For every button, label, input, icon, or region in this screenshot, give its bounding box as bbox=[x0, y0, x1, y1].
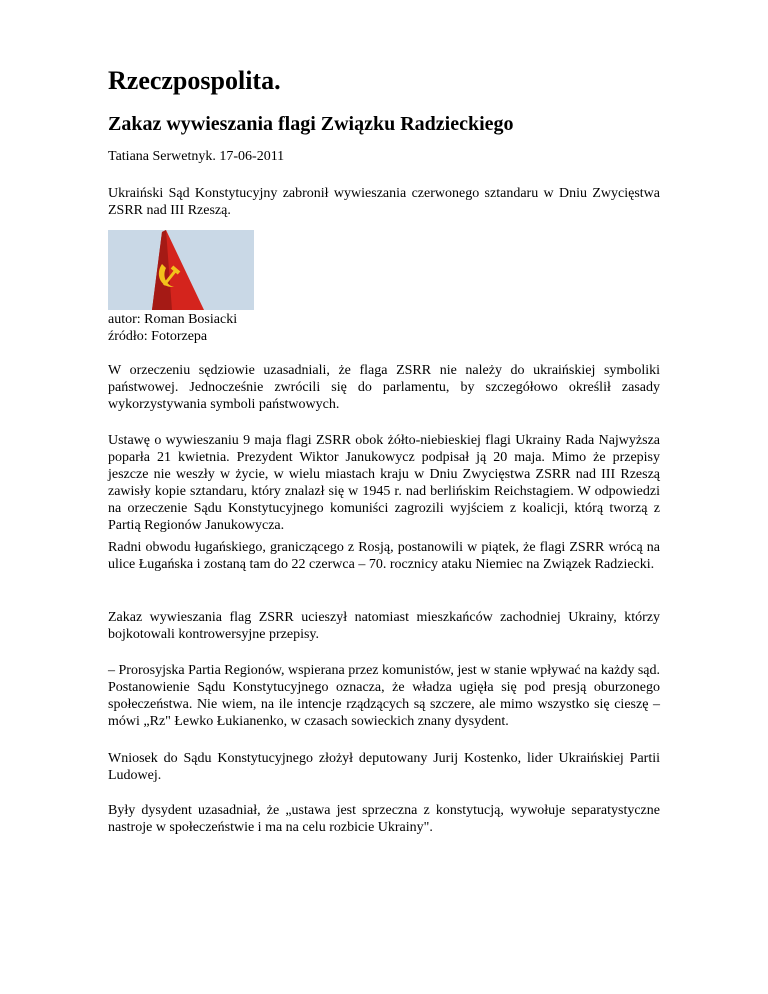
byline: Tatiana Serwetnyk. 17-06-2011 bbox=[108, 149, 285, 164]
paragraph: Radni obwodu ługańskiego, graniczącego z Rosją, postanowili w piątek, że flagi ZSRR wrócą na ulice Ługańska i zostaną tam do 22 czerwca – 70. rocznicy ataku Niemiec na Związek Radziecki. bbox=[108, 540, 660, 572]
paragraph: Ustawę o wywieszaniu 9 maja flagi ZSRR obok żółto-niebieskiej flagi Ukrainy Rada Najwyższa poparła 21 kwietnia. Prezydent Wiktor Janukowycz podpisał ją 20 maja. Mimo że przepisy jeszcze nie weszły w życie, w wielu miastach kraju w Dniu Zwycięstwa ZSRR nad III Rzeszą zawisły kopie sztandaru, który znalazł się w 1945 r. nad berlińskim Reichstagiem. W odpowiedzi na orzeczenie Sądu Konstytucyjnego komuniści zagrozili wyjściem z koalicji, którą tworzą z Partią Regionów Janukowycza. bbox=[108, 433, 660, 533]
photo-author: autor: Roman Bosiacki bbox=[108, 312, 238, 327]
paragraph: Zakaz wywieszania flag ZSRR ucieszył natomiast mieszkańców zachodniej Ukrainy, którzy bojkotowali kontrowersyjne przepisy. bbox=[108, 610, 660, 642]
paragraph: W orzeczeniu sędziowie uzasadniali, że flaga ZSRR nie należy do ukraińskiej symboliki państwowej. Jednocześnie zwrócili się do parlamentu, by szczegółowo określił zasady wykorzystywania symboli państwowych. bbox=[108, 363, 660, 412]
paragraph: Wniosek do Sądu Konstytucyjnego złożył deputowany Jurij Kostenko, lider Ukraińskiej Partii Ludowej. bbox=[108, 751, 660, 783]
article-headline: Zakaz wywieszania flagi Związku Radzieckiego bbox=[108, 113, 514, 135]
article-photo bbox=[108, 230, 254, 310]
publication-title: Rzeczpospolita. bbox=[108, 66, 281, 95]
flag-hammer-sickle-icon bbox=[108, 230, 254, 310]
paragraph: Były dysydent uzasadniał, że „ustawa jest sprzeczna z konstytucją, wywołuje separatystyczne nastroje w społeczeństwie i ma na celu rozbicie Ukrainy". bbox=[108, 803, 660, 835]
photo-source: źródło: Fotorzepa bbox=[108, 329, 208, 344]
paragraph: – Prorosyjska Partia Regionów, wspierana przez komunistów, jest w stanie wpływać na każdy sąd. Postanowienie Sądu Konstytucyjnego oznacza, że władza ugięła się pod presją oburzonego społeczeństwa. Nie wiem, na ile intencje rządzących są szczere, ale mimo wszystko się cieszę – mówi „Rz" Łewko Łukianenko, w czasach sowieckich znany dysydent. bbox=[108, 663, 660, 729]
lead-paragraph: Ukraiński Sąd Konstytucyjny zabronił wywieszania czerwonego sztandaru w Dniu Zwycięstwa ZSRR nad III Rzeszą. bbox=[108, 186, 660, 218]
